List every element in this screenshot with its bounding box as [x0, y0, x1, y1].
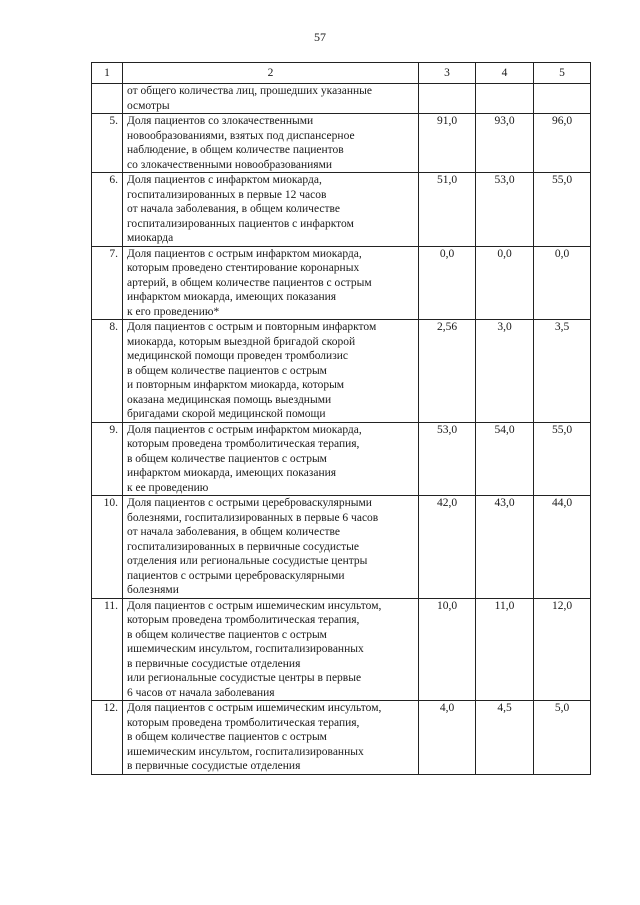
description-line: ишемическим инсультом, госпитализированных — [127, 643, 364, 655]
value-cell: 91,0 — [419, 114, 476, 173]
description-line: Доля пациентов с острыми цереброваскулярными — [127, 497, 372, 509]
column-header: 1 — [92, 63, 123, 84]
description-line: отделения или региональные сосудистые центры — [127, 555, 368, 567]
continuation-row — [92, 84, 591, 114]
row-description — [123, 114, 419, 173]
value-cell: 0,0 — [419, 246, 476, 320]
value-cell: 11,0 — [476, 598, 534, 701]
column-header: 5 — [534, 63, 591, 84]
description-line: миокарда, которым выездной бригадой скорой — [127, 335, 356, 348]
description-line: к его проведению* — [127, 305, 220, 318]
description-line: от начала заболевания, в общем количестве — [127, 203, 340, 215]
description-line: инфарктом миокарда, имеющих показания — [127, 467, 337, 479]
description-line: госпитализированных в первичные сосудистые — [127, 540, 360, 553]
description-line: миокарда — [127, 232, 174, 244]
page-number: 57 — [314, 30, 326, 44]
description-line: в общем количестве пациентов с острым — [127, 452, 327, 465]
value-cell: 12,0 — [534, 598, 591, 701]
column-header: 4 — [476, 63, 534, 84]
row-number: 12. — [92, 701, 123, 775]
row-number: 10. — [92, 496, 123, 599]
description-line: ишемическим инсультом, госпитализированных — [127, 745, 364, 758]
description-line: Доля пациентов с острым ишемическим инсультом, — [127, 702, 382, 714]
row-number: 5. — [92, 114, 123, 173]
table-row — [92, 496, 591, 599]
value-cell: 10,0 — [419, 598, 476, 701]
description-line: которым проведено стентирование коронарных — [127, 262, 360, 274]
description-line: которым проведена тромболитическая терапия, — [127, 438, 360, 450]
description-line: Доля пациентов с инфарктом миокарда, — [127, 174, 322, 186]
description-line: Доля пациентов с острым инфарктом миокарда, — [127, 247, 362, 260]
table-row — [92, 320, 591, 423]
row-description — [123, 84, 419, 114]
description-line: госпитализированных в первые 12 часов — [127, 188, 327, 201]
description-line: в общем количестве пациентов с острым — [127, 731, 327, 743]
description-line: или региональные сосудистые центры в первые — [127, 672, 362, 684]
row-description — [123, 246, 419, 320]
table-body — [92, 63, 591, 775]
row-description — [123, 173, 419, 247]
column-header: 3 — [419, 63, 476, 84]
description-line: в первичные сосудистые отделения — [127, 760, 301, 772]
description-line: болезнями — [127, 584, 179, 596]
description-line: Доля пациентов с острым и повторным инфарктом — [127, 321, 377, 333]
description-line: в общем количестве пациентов с острым — [127, 364, 327, 377]
value-cell: 54,0 — [476, 422, 534, 496]
description-line: со злокачественными новообразованиями — [127, 158, 333, 171]
table-row — [92, 598, 591, 701]
row-number: 9. — [92, 422, 123, 496]
value-cell: 55,0 — [534, 173, 591, 247]
value-cell: 3,5 — [534, 320, 591, 423]
description-line: в общем количестве пациентов с острым — [127, 628, 327, 641]
description-line: пациентов с острыми цереброваскулярными — [127, 569, 345, 582]
value-cell: 4,0 — [419, 701, 476, 775]
description-line: которым проведена тромболитическая терапия, — [127, 716, 360, 729]
table-row — [92, 114, 591, 173]
table-row — [92, 246, 591, 320]
value-cell: 43,0 — [476, 496, 534, 599]
description-line: осмотры — [127, 99, 170, 112]
description-line: к ее проведению — [127, 481, 209, 494]
table-row — [92, 701, 591, 775]
value-cell: 93,0 — [476, 114, 534, 173]
row-description — [123, 320, 419, 423]
row-number: 11. — [92, 598, 123, 701]
description-line: Доля пациентов с острым инфарктом миокарда, — [127, 423, 362, 436]
description-line: от общего количества лиц, прошедших указанные — [127, 85, 372, 97]
description-line: 6 часов от начала заболевания — [127, 686, 275, 699]
description-line: в первичные сосудистые отделения — [127, 657, 301, 670]
table-header-row — [92, 63, 591, 84]
value-cell — [419, 84, 476, 114]
table-row — [92, 422, 591, 496]
value-cell: 55,0 — [534, 422, 591, 496]
value-cell: 0,0 — [476, 246, 534, 320]
description-line: от начала заболевания, в общем количестве — [127, 526, 340, 538]
description-line: оказана медицинская помощь выездными — [127, 393, 332, 406]
row-number: 6. — [92, 173, 123, 247]
description-line: артерий, в общем количестве пациентов с острым — [127, 276, 372, 289]
description-line: наблюдение, в общем количестве пациентов — [127, 144, 344, 156]
row-description — [123, 701, 419, 775]
table-row — [92, 173, 591, 247]
description-line: медицинской помощи проведен тромболизис — [127, 350, 349, 362]
row-number: 8. — [92, 320, 123, 423]
value-cell: 2,56 — [419, 320, 476, 423]
row-description — [123, 598, 419, 701]
value-cell — [534, 84, 591, 114]
description-line: Доля пациентов со злокачественными — [127, 115, 314, 127]
row-number-cell — [92, 84, 123, 114]
value-cell: 42,0 — [419, 496, 476, 599]
value-cell: 53,0 — [476, 173, 534, 247]
row-description — [123, 496, 419, 599]
description-line: инфарктом миокарда, имеющих показания — [127, 291, 337, 303]
value-cell: 51,0 — [419, 173, 476, 247]
description-line: бригадами скорой медицинской помощи — [127, 408, 326, 420]
value-cell: 96,0 — [534, 114, 591, 173]
description-line: Доля пациентов с острым ишемическим инсультом, — [127, 599, 382, 612]
indicator-table — [91, 62, 591, 775]
description-line: которым проведена тромболитическая терапия, — [127, 614, 360, 626]
column-header: 2 — [123, 63, 419, 84]
value-cell: 5,0 — [534, 701, 591, 775]
row-description — [123, 422, 419, 496]
value-cell — [476, 84, 534, 114]
value-cell: 53,0 — [419, 422, 476, 496]
description-line: новообразованиями, взятых под диспансерное — [127, 129, 355, 142]
value-cell: 44,0 — [534, 496, 591, 599]
description-line: болезнями, госпитализированных в первые 6 часов — [127, 511, 379, 524]
value-cell: 4,5 — [476, 701, 534, 775]
description-line: и повторным инфарктом миокарда, которым — [127, 379, 345, 391]
value-cell: 3,0 — [476, 320, 534, 423]
value-cell: 0,0 — [534, 246, 591, 320]
description-line: госпитализированных пациентов с инфарктом — [127, 217, 354, 230]
row-number: 7. — [92, 246, 123, 320]
